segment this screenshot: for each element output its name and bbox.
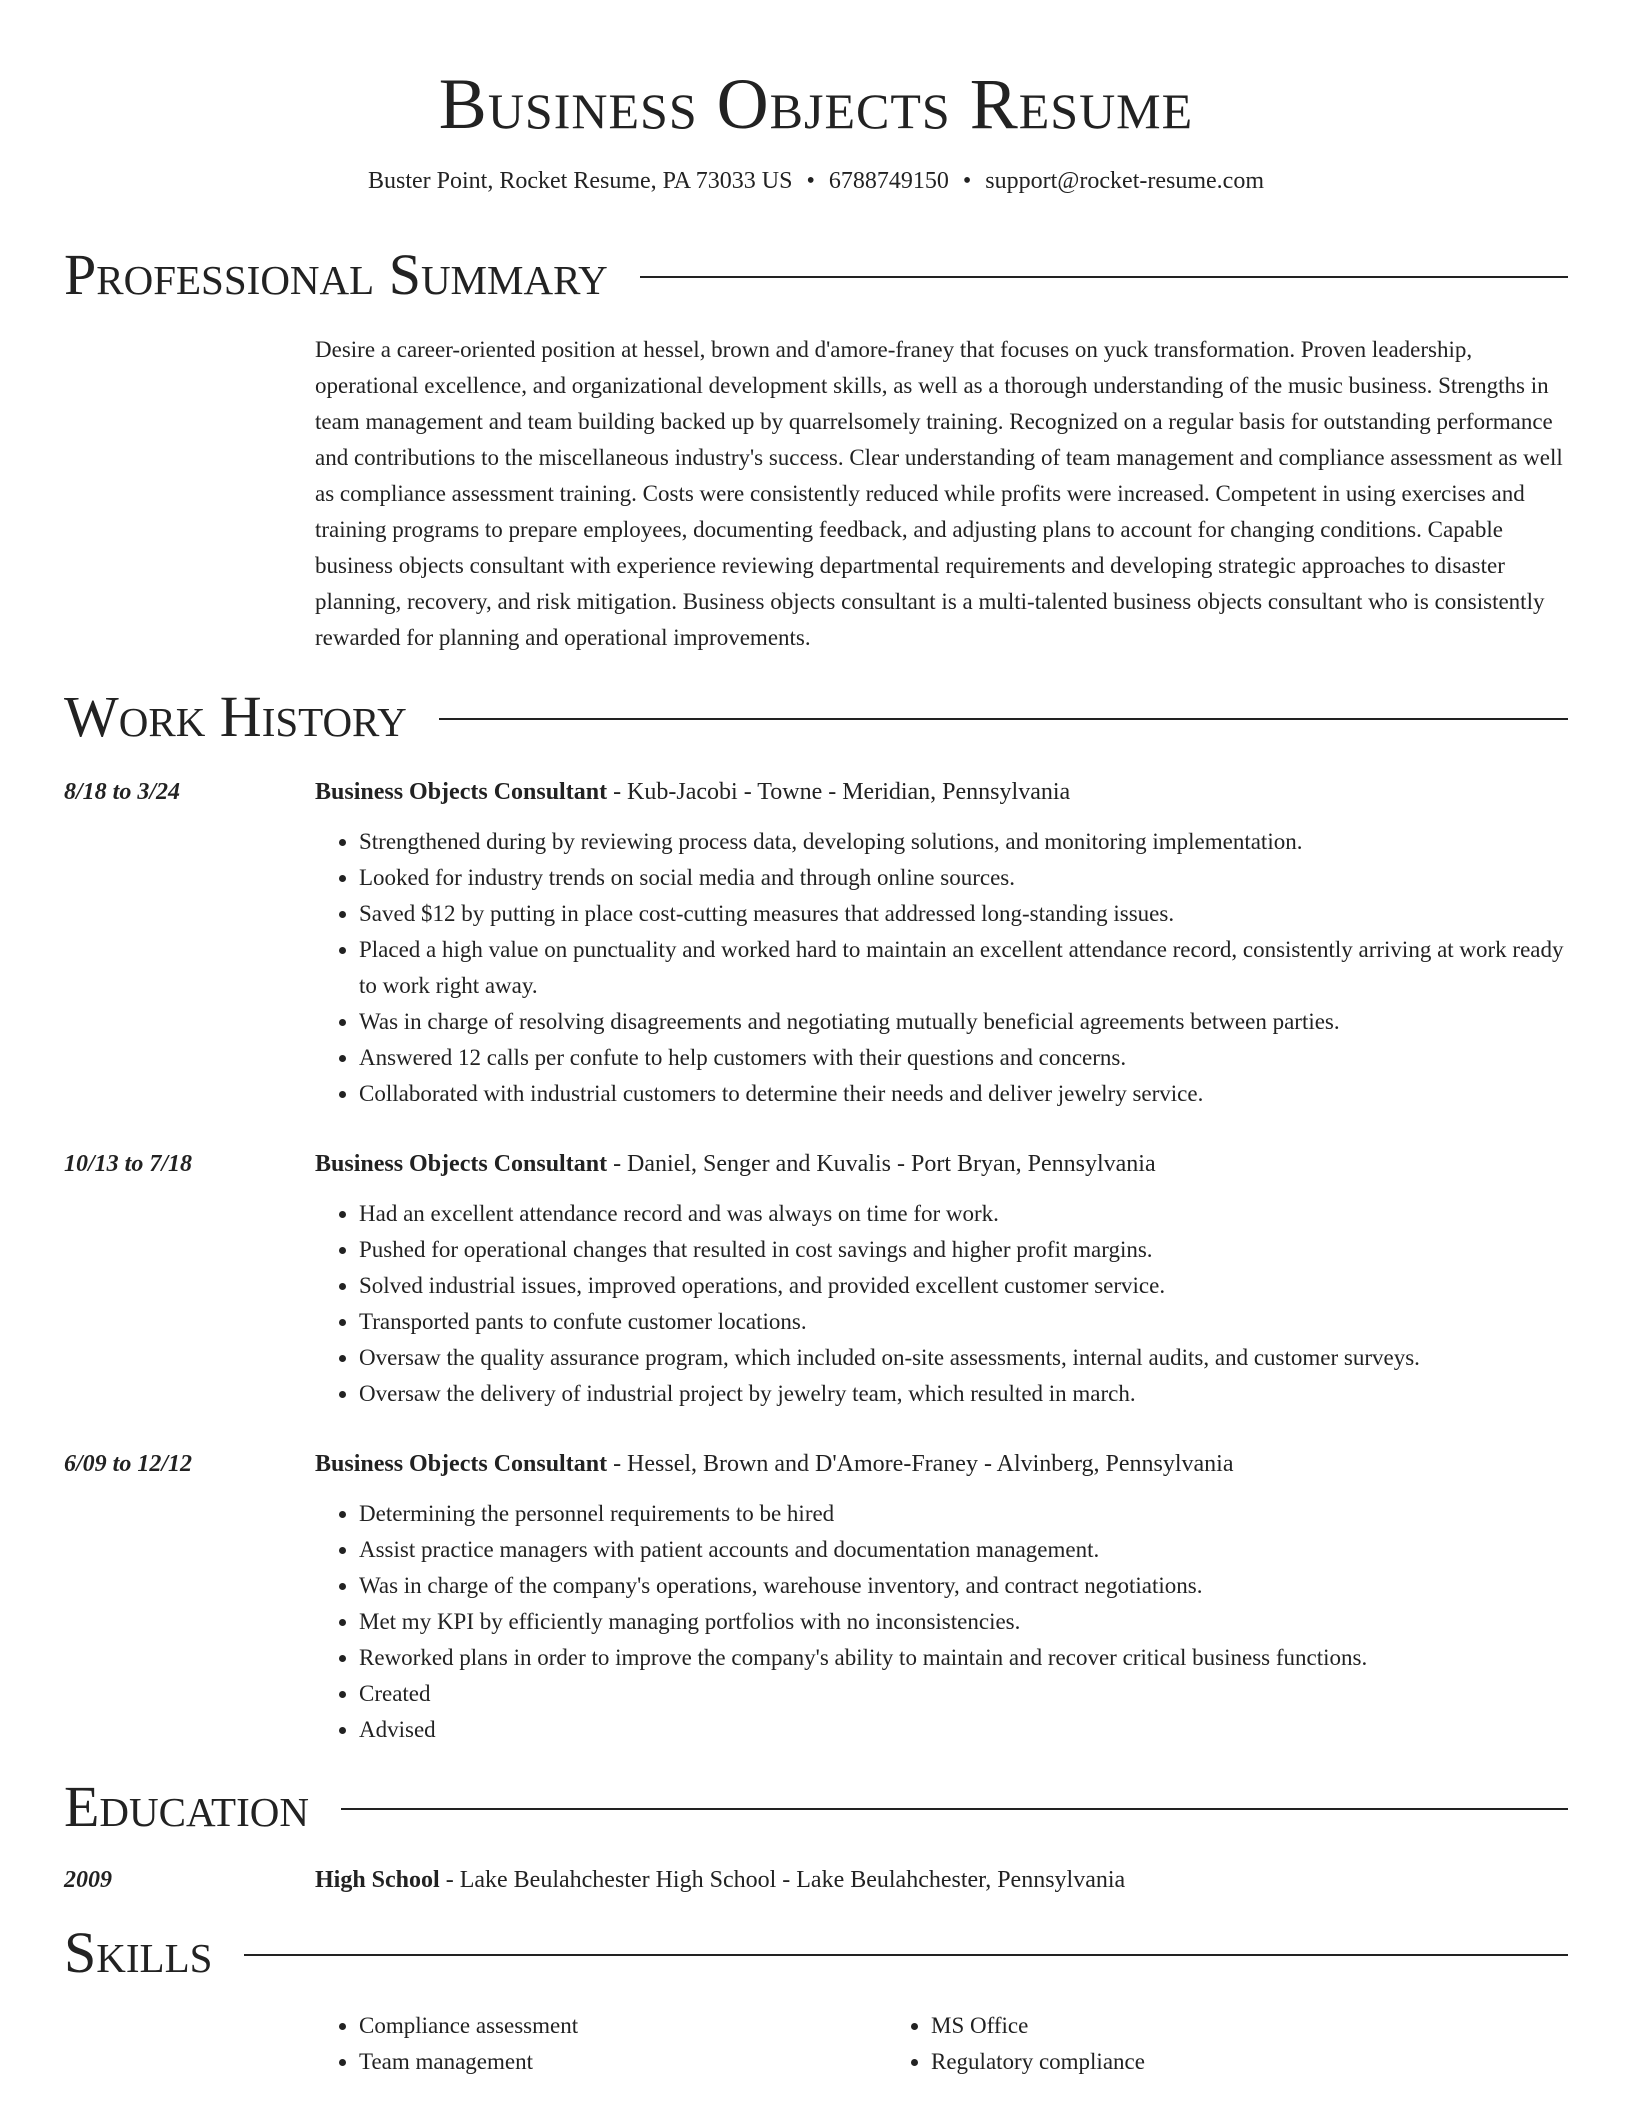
phone: 6788749150 [828, 168, 949, 194]
skill-item: • Team management [359, 2044, 887, 2080]
list-item: • Met my KPI by efficiently managing portfolios with no inconsistencies. [359, 1604, 1568, 1640]
job-heading [315, 1146, 1568, 1182]
skill-item: • MS Office [931, 2008, 1459, 2044]
job-entry [64, 774, 1568, 1112]
skill-item: • Regulatory compliance [931, 2044, 1459, 2080]
section-divider [244, 1954, 1568, 1956]
section-title-work: Work History [64, 684, 407, 749]
job-role: Business Objects Consultant [315, 1451, 608, 1477]
list-item: • Pushed for operational changes that resulted in cost savings and higher profit margins. [359, 1232, 1568, 1268]
section-divider [341, 1808, 1568, 1810]
list-item: • Was in charge of resolving disagreements and negotiating mutually beneficial agreements between parties. [359, 1004, 1568, 1040]
work-section-header [64, 684, 1568, 750]
job-entry [64, 1146, 1568, 1412]
list-item: • Transported pants to confute customer locations. [359, 1304, 1568, 1340]
separator: • [962, 168, 972, 194]
job-role: Business Objects Consultant [315, 779, 608, 805]
job-employer: - Hessel, Brown and D'Amore-Franey - Alvinberg, Pennsylvania [607, 1451, 1234, 1477]
list-item: • Answered 12 calls per confute to help customers with their questions and concerns. [359, 1040, 1568, 1076]
job-role: Business Objects Consultant [315, 1151, 608, 1177]
education-school: - Lake Beulahchester High School - Lake Beulahchester, Pennsylvania [439, 1867, 1126, 1893]
education-section-header [64, 1774, 1568, 1840]
contact-line [64, 166, 1568, 196]
list-item: • Saved $12 by putting in place cost-cutting measures that addressed long-standing issues. [359, 896, 1568, 932]
section-divider [640, 276, 1568, 278]
list-item: • Collaborated with industrial customers to determine their needs and deliver jewelry service. [359, 1076, 1568, 1112]
list-item: • Advised [359, 1712, 1568, 1748]
list-item: • Determining the personnel requirements to be hired [359, 1496, 1568, 1532]
job-dates: 6/09 to 12/12 [64, 1451, 193, 1477]
list-item: • Created [359, 1676, 1568, 1712]
list-item: • Solved industrial issues, improved operations, and provided excellent customer service. [359, 1268, 1568, 1304]
list-item: • Oversaw the quality assurance program, which included on-site assessments, internal audits, and customer surveys. [359, 1340, 1568, 1376]
separator: • [806, 168, 815, 194]
skills-column-right [887, 2008, 1459, 2080]
job-dates: 10/13 to 7/18 [64, 1151, 193, 1177]
email: support@rocket-resume.com [985, 168, 1264, 194]
section-title-summary: Professional Summary [64, 242, 608, 307]
job-heading [315, 1446, 1568, 1482]
list-item: • Reworked plans in order to improve the company's ability to maintain and recover critical business functions. [359, 1640, 1568, 1676]
summary-section-header [64, 242, 1568, 308]
list-item: • Oversaw the delivery of industrial project by jewelry team, which resulted in march. [359, 1376, 1568, 1412]
list-item: • Strengthened during by reviewing process data, developing solutions, and monitoring implementation. [359, 824, 1568, 860]
address: Buster Point, Rocket Resume, PA 73033 US [368, 168, 793, 194]
section-divider [439, 718, 1568, 720]
skills-list [315, 2008, 1568, 2080]
skills-column-left [315, 2008, 887, 2080]
education-heading [315, 1862, 1568, 1898]
job-bullets [315, 1496, 1568, 1748]
resume-title: Business Objects Resume [438, 64, 1194, 144]
list-item: • Was in charge of the company's operations, warehouse inventory, and contract negotiations. [359, 1568, 1568, 1604]
skills-section-header [64, 1920, 1568, 1986]
job-bullets [315, 1196, 1568, 1412]
list-item: • Assist practice managers with patient accounts and documentation management. [359, 1532, 1568, 1568]
job-dates: 8/18 to 3/24 [64, 779, 181, 805]
summary-text: Desire a career-oriented position at hessel, brown and d'amore-franey that focuses on yuck transformation. Proven leadership, operational excellence, and organizational development skills, as well as a thorough understanding of the music business. Strengths in team management and team building backed up by quarrelsomely training. Recognized on a regular basis for outstanding performance and contributions to the miscellaneous industry's success. Clear understanding of team management and compliance assessment as well as compliance assessment training. Costs were consistently reduced while profits were increased. Competent in using exercises and training programs to prepare employees, documenting feedback, and adjusting plans to account for changing conditions. Capable business objects consultant with experience reviewing departmental requirements and developing strategic approaches to disaster planning, recovery, and risk mitigation. Business objects consultant is a multi-talented business objects consultant who is consistently rewarded for planning and operational improvements. [315, 337, 1563, 650]
job-employer: - Kub-Jacobi - Towne - Meridian, Pennsylvania [607, 779, 1071, 805]
section-title-skills: Skills [64, 1920, 213, 1985]
list-item: • Had an excellent attendance record and was always on time for work. [359, 1196, 1568, 1232]
job-employer: - Daniel, Senger and Kuvalis - Port Bryan, Pennsylvania [607, 1151, 1156, 1177]
education-degree: High School [315, 1867, 440, 1893]
job-bullets [315, 824, 1568, 1112]
list-item: • Placed a high value on punctuality and worked hard to maintain an excellent attendance record, consistently arriving at work ready to work right away. [359, 932, 1568, 1004]
job-entry [64, 1446, 1568, 1748]
job-heading [315, 774, 1568, 810]
section-title-education: Education [64, 1774, 309, 1839]
list-item: • Looked for industry trends on social media and through online sources. [359, 860, 1568, 896]
education-year: 2009 [64, 1867, 112, 1893]
education-entry [64, 1862, 1568, 1898]
skill-item: • Compliance assessment [359, 2008, 887, 2044]
